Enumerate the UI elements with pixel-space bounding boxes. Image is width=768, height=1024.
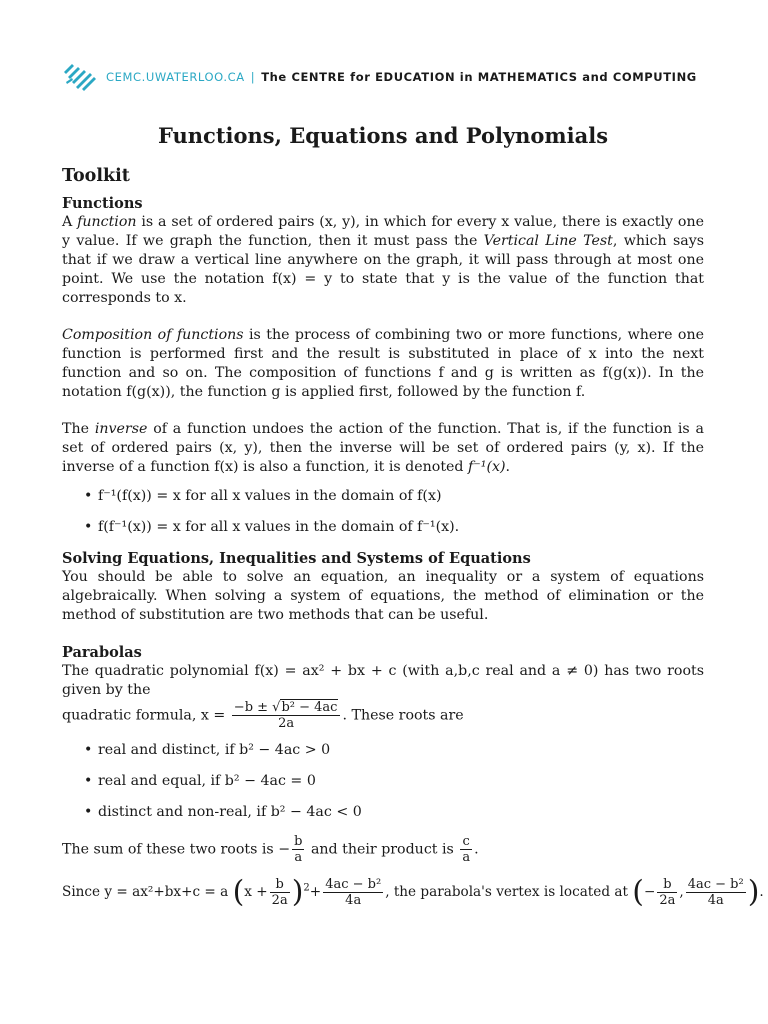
site-link[interactable]: CEMC.UWATERLOO.CA — [106, 70, 245, 84]
cemc-logo-icon — [62, 58, 100, 94]
vertex-line: Since y = ax²+bx+c = a (x + $\frac{b}{2a}$ )$^2$+ $\frac{\text{4ac − b²}}{4a}$ , the parabola's vertex is located at (− $\frac{b}{2a}$ , $\frac{\text{4ac − b²}}{4a}$ ). — [62, 874, 764, 910]
toolkit-heading: Toolkit — [62, 166, 130, 186]
solving-paragraph: You should be able to solve an equation, an inequality or a system of equations algebraically. When solving a system of equations, the method of elimination or the method of substitution are two methods that can be useful. — [62, 569, 704, 623]
list-item: • real and equal, if b² − 4ac = 0 — [84, 772, 704, 791]
header — [62, 58, 722, 94]
document-body — [62, 122, 764, 910]
list-item: • f(f⁻¹(x)) = x for all x values in the domain of f⁻¹(x). — [84, 518, 704, 537]
inverse-properties-list — [62, 487, 704, 537]
solving-heading: Solving Equations, Inequalities and Systems of Equations — [62, 550, 531, 567]
functions-heading: Functions — [62, 195, 143, 212]
header-text — [106, 70, 697, 84]
header-separator: | — [250, 70, 256, 84]
parabolas-heading: Parabolas — [62, 644, 142, 661]
list-item: • real and distinct, if b² − 4ac > 0 — [84, 741, 704, 760]
roots-cases-list — [62, 741, 704, 822]
sum-product-line: The sum of these two roots is − $\frac{b}{a}$ and their product is $\frac{c}{a}$ . — [62, 834, 479, 865]
composition-paragraph: Composition of functions is the process of combining two or more functions, where one function is performed first and the result is substituted in place of x into the next function and so on. The composition of functions f and g is written as f(g(x)). In the notation f(g(x)), the function g is applied first, followed by the function f. — [62, 327, 704, 400]
quadratic-paragraph: The quadratic polynomial f(x) = ax² + bx + c (with a,b,c real and a ≠ 0) has two roots given by the quadratic formula, x = $\frac{\text{−b ± √b² − 4ac}}{2a}$ . These roots are — [62, 663, 704, 731]
list-item: • f⁻¹(f(x)) = x for all x values in the domain of f(x) — [84, 487, 704, 506]
quadratic-formula-fraction: $\frac{\text{−b ± √b² − 4ac}}{2a}$ — [232, 700, 341, 731]
inverse-paragraph: The inverse of a function undoes the action of the function. That is, if the function is a set of ordered pairs (x, y), then the inverse will be set of ordered pairs (y, x). If the inverse of a function f(x) is also a function, it is denoted f⁻¹(x). — [62, 421, 704, 475]
list-item: • distinct and non-real, if b² − 4ac < 0 — [84, 803, 704, 822]
organization-name: The CENTRE for EDUCATION in MATHEMATICS and COMPUTING — [261, 70, 697, 84]
document-title: Functions, Equations and Polynomials — [157, 123, 609, 148]
function-definition-paragraph: A function is a set of ordered pairs (x, y), in which for every x value, there is exactly one y value. If we graph the function, then it must pass the Vertical Line Test, which says that if we draw a vertical line anywhere on the graph, it will pass through at most one point. We use the notation f(x) = y to state that y is the value of the function that corresponds to x. — [62, 214, 705, 306]
